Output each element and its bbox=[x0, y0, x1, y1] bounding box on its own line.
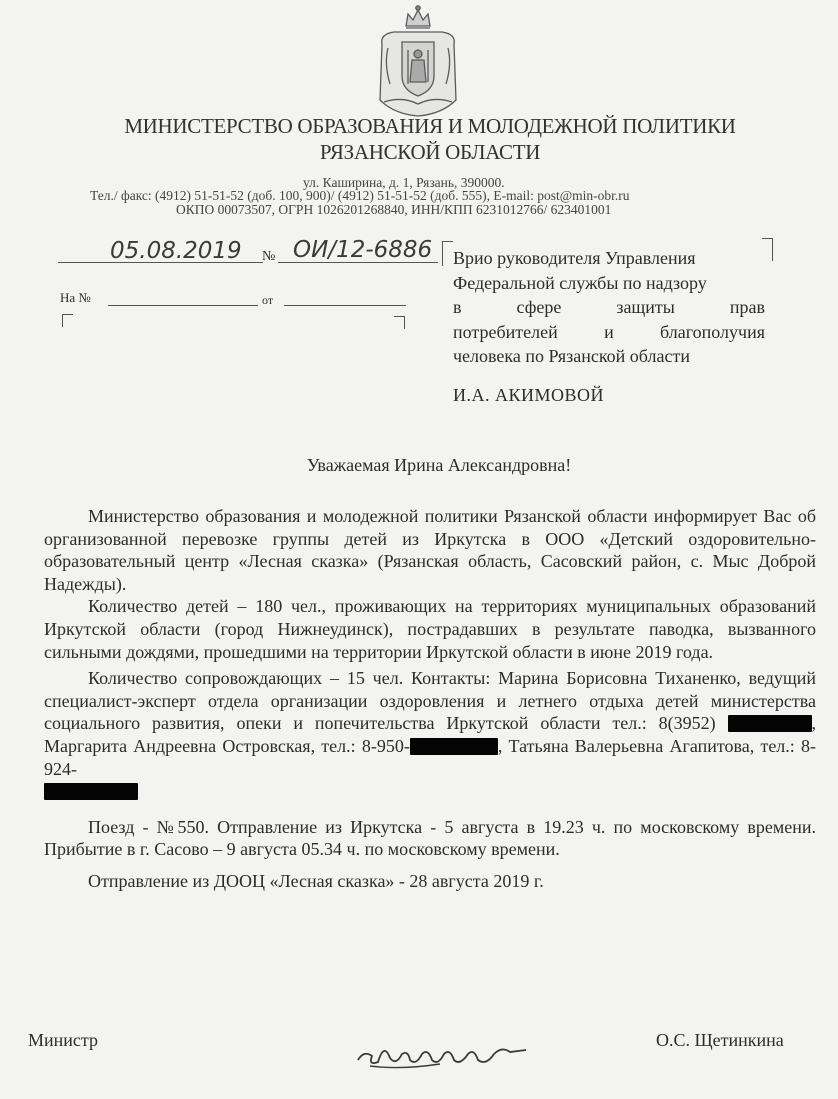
redacted-phone bbox=[728, 715, 812, 732]
addressee-word: прав bbox=[729, 297, 765, 317]
ministry-name-line2: РЯЗАНСКОЙ ОБЛАСТИ bbox=[319, 140, 541, 164]
signature bbox=[350, 1020, 540, 1080]
ministry-address: ул. Каширина, д. 1, Рязань, 390000. bbox=[303, 175, 505, 190]
number-label: № bbox=[262, 249, 276, 264]
reference-date-line bbox=[284, 305, 406, 306]
ministry-registry: ОКПО 00073507, ОГРН 1026201268840, ИНН/КПП 6231012766/ 623401001 bbox=[176, 202, 612, 217]
salutation: Уважаемая Ирина Александровна! bbox=[306, 455, 572, 475]
addressee-word: благополучия bbox=[660, 321, 765, 342]
corner-mark bbox=[62, 314, 73, 327]
paragraph-1: Министерство образования и молодежной политики Рязанской области информирует Вас об организованной перевозке группы детей из Иркутска в ООО «Детский оздоровительно-образовательный центр «Лесная сказка» (Рязанская область, Сасовский район, с. Мыс Доброй Надежды). bbox=[44, 506, 816, 594]
redacted-phone bbox=[410, 738, 498, 755]
addressee-line: Врио руководителя Управления bbox=[453, 248, 696, 268]
letter-body bbox=[44, 505, 816, 893]
paragraph-3-text: , Маргарита Андреевна Островская, тел.: 8-950- bbox=[44, 713, 816, 756]
paragraph-4: Поезд - №550. Отправление из Иркутска - 5 августа в 19.23 ч. по московскому времени. Прибытие в г. Сасово – 9 августа 05.34 ч. по московскому времени. bbox=[44, 816, 816, 860]
reference-number-line bbox=[108, 305, 258, 306]
ministry-name-line1: МИНИСТЕРСТВО ОБРАЗОВАНИЯ И МОЛОДЕЖНОЙ ПОЛИТИКИ bbox=[124, 114, 736, 138]
corner-mark bbox=[442, 241, 453, 266]
addressee-name: И.А. АКИМОВОЙ bbox=[453, 385, 605, 405]
addressee-word: и bbox=[604, 321, 614, 342]
paragraph-5: Отправление из ДООЦ «Лесная сказка» - 28 августа 2019 г. bbox=[88, 870, 544, 891]
paragraph-3-text: Количество сопровождающих – 15 чел. Контакты: Марина Борисовна Тиханенко, ведущий специалист-эксперт отдела организации оздоровления и летнего отдыха детей министерства социального развития, опеки и попечительства Иркутской области тел.: 8(3952) bbox=[44, 668, 816, 734]
reference-from-label: от bbox=[262, 293, 274, 307]
outgoing-date: 05.08.2019 bbox=[110, 238, 242, 264]
outgoing-number: ОИ/12-6886 bbox=[293, 237, 433, 263]
addressee-word: защиты bbox=[616, 297, 675, 317]
signatory-name: О.С. Щетинкина bbox=[656, 1030, 784, 1050]
ministry-phones: Тел./ факс: (4912) 51-51-52 (доб. 100, 900)/ (4912) 51-51-52 (доб. 555), E-mail: post@min-obr.ru bbox=[90, 188, 630, 203]
addressee-word: потребителей bbox=[453, 321, 558, 342]
addressee-line: Федеральной службы по надзору bbox=[453, 272, 707, 293]
paragraph-2: Количество детей – 180 чел., проживающих на территориях муниципальных образований Иркутской области (город Нижнеудинск), пострадавших в результате паводка, вызванного сильными дождями, прошедшими на территории Иркутской области в июне 2019 года. bbox=[44, 596, 816, 662]
addressee-line bbox=[453, 295, 765, 320]
reference-label: На № bbox=[60, 290, 91, 305]
redacted-phone bbox=[44, 783, 138, 800]
coat-of-arms-icon bbox=[372, 4, 464, 118]
addressee-line: человека по Рязанской области bbox=[453, 346, 690, 366]
signatory-position: Министр bbox=[28, 1030, 98, 1050]
addressee-line bbox=[453, 320, 765, 345]
addressee-word: в bbox=[453, 297, 462, 317]
addressee-word: сфере bbox=[516, 297, 562, 317]
paragraph-3-text: , Татьяна Валерьевна Агапитова, тел.: 8-924- bbox=[44, 735, 816, 779]
corner-mark bbox=[394, 316, 405, 329]
addressee-block bbox=[453, 246, 765, 369]
paragraph-3 bbox=[44, 667, 816, 803]
